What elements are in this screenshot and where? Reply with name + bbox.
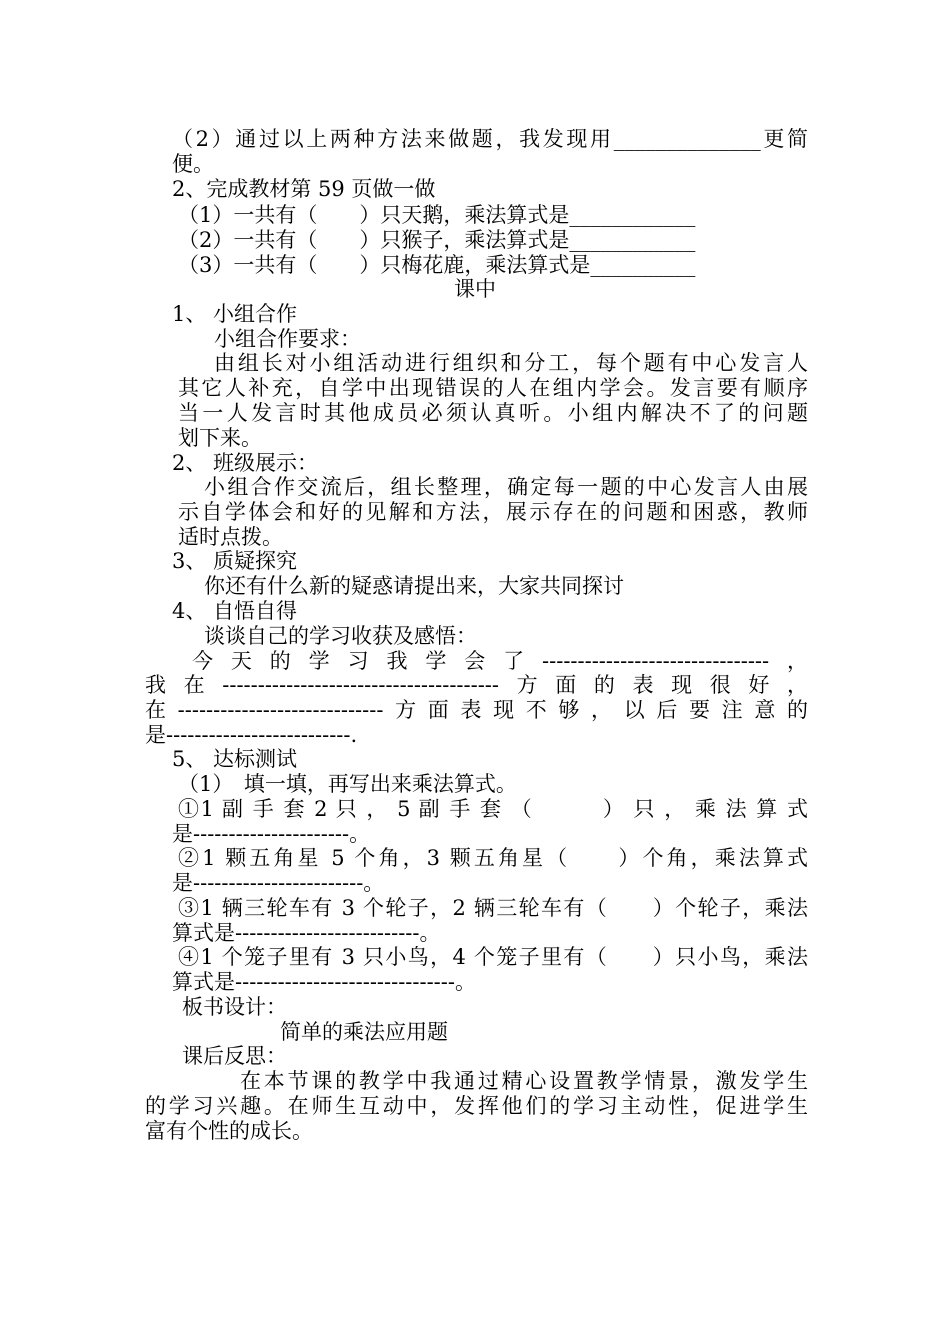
- exercise-heading: （1） 填一填，再写出来乘法算式。: [178, 772, 517, 796]
- fill-line: 在-----------------------------方面表现不够，以后要注意的: [145, 698, 808, 722]
- paragraph-line: 示自学体会和好的见解和方法，展示存在的问题和困惑，教师: [178, 500, 808, 524]
- paragraph-line: 在本节课的教学中我通过精心设置教学情景，激发学生: [240, 1069, 808, 1093]
- fill-line: 是--------------------------.: [145, 723, 358, 747]
- exercise-line: ③1 辆三轮车有 3 个轮子，2 辆三轮车有（ ）个轮子，乘法: [178, 896, 808, 920]
- exercise-line: ①1 副 手 套 2 只 ， 5 副 手 套 （ ） 只 ， 乘 法 算 式: [178, 797, 808, 821]
- paragraph-line: 小组合作交流后，组长整理，确定每一题的中心发言人由展: [204, 475, 808, 499]
- subheading: 小组合作要求：: [214, 327, 361, 351]
- section-heading: 4、 自悟自得: [172, 599, 298, 623]
- exercise-line: （3）一共有（ ）只梅花鹿，乘法算式是__________: [178, 253, 696, 277]
- exercise-line: （1）一共有（ ）只天鹅，乘法算式是____________: [178, 203, 696, 227]
- paragraph-line: 你还有什么新的疑惑请提出来，大家共同探讨: [204, 574, 624, 598]
- exercise-line: ②1 颗五角星 5 个角，3 颗五角星（ ）个角，乘法算式: [178, 846, 808, 870]
- paragraph-line: 划下来。: [178, 426, 262, 450]
- paragraph-line: 其它人补充，自学中出现错误的人在组内学会。发言要有顺序: [178, 376, 808, 400]
- fill-line: 今天的学习我学会了--------------------------------，: [192, 649, 808, 673]
- section-title: 课中: [454, 277, 496, 301]
- section-heading: 5、 达标测试: [172, 747, 298, 771]
- exercise-line: 算式是-------------------------------。: [172, 970, 476, 994]
- section-heading: 2、 班级展示：: [172, 451, 319, 475]
- paragraph-line: 谈谈自己的学习收获及感悟：: [204, 624, 477, 648]
- exercise-line: ④1 个笼子里有 3 只小鸟，4 个笼子里有（ ）只小鸟，乘法: [178, 945, 808, 969]
- exercise-line: 是----------------------。: [172, 822, 371, 846]
- exercise-line: 算式是--------------------------。: [172, 921, 441, 945]
- exercise-line: （2）一共有（ ）只猴子，乘法算式是____________: [178, 228, 696, 252]
- paragraph-line: 由组长对小组活动进行组织和分工，每个题有中心发言人: [214, 351, 808, 375]
- board-title: 简单的乘法应用题: [280, 1020, 448, 1044]
- exercise-line: 是------------------------。: [172, 871, 385, 895]
- paragraph-line: 当一人发言时其他成员必须认真听。小组内解决不了的问题: [178, 401, 808, 425]
- fill-line: 我在---------------------------------------方面的表现很好，: [145, 673, 808, 697]
- subheading: 课后反思：: [182, 1044, 287, 1068]
- section-heading: 2、完成教材第 59 页做一做: [172, 177, 436, 201]
- text-line: 便。: [172, 152, 214, 176]
- paragraph-line: 富有个性的成长。: [145, 1119, 313, 1143]
- subheading: 板书设计：: [182, 995, 287, 1019]
- section-heading: 1、 小组合作: [172, 302, 298, 326]
- section-heading: 3、 质疑探究: [172, 549, 298, 573]
- text-line: （2）通过以上两种方法来做题，我发现用______________更简: [172, 127, 808, 151]
- paragraph-line: 的学习兴趣。在师生互动中，发挥他们的学习主动性，促进学生: [145, 1094, 808, 1118]
- paragraph-line: 适时点拨。: [178, 525, 283, 549]
